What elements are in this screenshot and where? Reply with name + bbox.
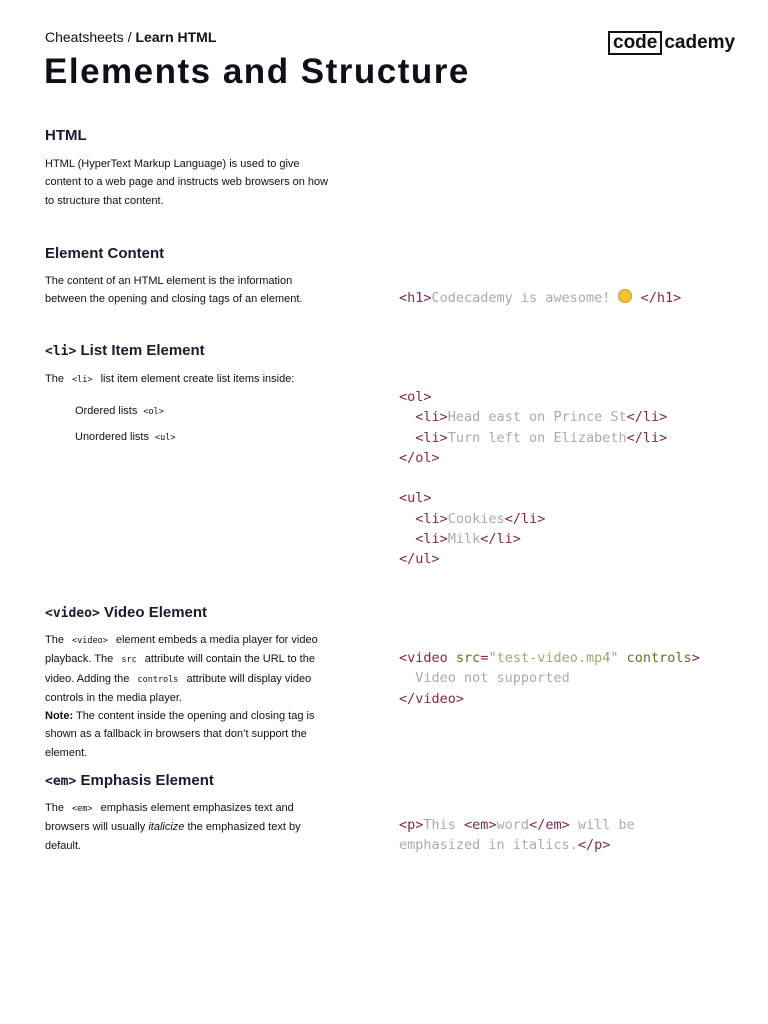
- section-text-video: The <video> element embeds a media player for video playback. The src attribute will contain the URL to the video. Adding the controls attribute will display video controls in the media player. Note: The content inside the opening and closing tag is shown as a fallback in browsers that don’t support the element.: [45, 634, 318, 759]
- breadcrumb-cheatsheets-link[interactable]: Cheatsheets: [45, 29, 124, 45]
- logo-part-code: code: [608, 31, 662, 55]
- code-block-element-content: <h1>Codecademy is awesome! </h1>: [399, 290, 682, 306]
- section-text-li: The <li> list item element create list items inside:: [45, 373, 295, 385]
- page-title: Elements and Structure: [44, 52, 470, 91]
- code-block-video: <video src="test-video.mp4" controls> Video not supported </video>: [399, 650, 700, 707]
- section-text-html: HTML (HyperText Markup Language) is used to give content to a web page and instructs web browsers on how to structure that content.: [45, 158, 329, 207]
- breadcrumb-separator: /: [127, 29, 132, 45]
- code-block-li: <ol> <li>Head east on Prince St</li> <li>Turn left on Elizabeth</li> </ol> <ul> <li>Cookies</li> <li>Milk</li> </ul>: [399, 389, 668, 568]
- list-item-unordered: Unordered lists <ul>: [75, 431, 176, 443]
- logo-part-cademy: cademy: [664, 32, 736, 53]
- section-heading-html: HTML: [45, 127, 87, 144]
- section-heading-em: <em> Emphasis Element: [45, 772, 214, 789]
- section-heading-li: <li> List Item Element: [45, 342, 205, 359]
- section-heading-element-content: Element Content: [45, 245, 165, 262]
- code-block-em: <p>This <em>word</em> will be emphasized in italics.</p>: [399, 817, 635, 854]
- breadcrumb: [45, 29, 216, 45]
- breadcrumb-current: Learn HTML: [135, 29, 217, 45]
- section-text-em: The <em> emphasis element emphasizes text and browsers will usually italicize the emphasized text by default.: [45, 802, 301, 852]
- codecademy-logo[interactable]: [608, 31, 735, 55]
- list-item-ordered: Ordered lists <ol>: [75, 405, 164, 417]
- smiley-emoji-icon: [618, 289, 632, 303]
- section-heading-video: <video> Video Element: [45, 604, 208, 621]
- section-text-element-content: The content of an HTML element is the information between the opening and closing tags of an element.: [45, 275, 303, 306]
